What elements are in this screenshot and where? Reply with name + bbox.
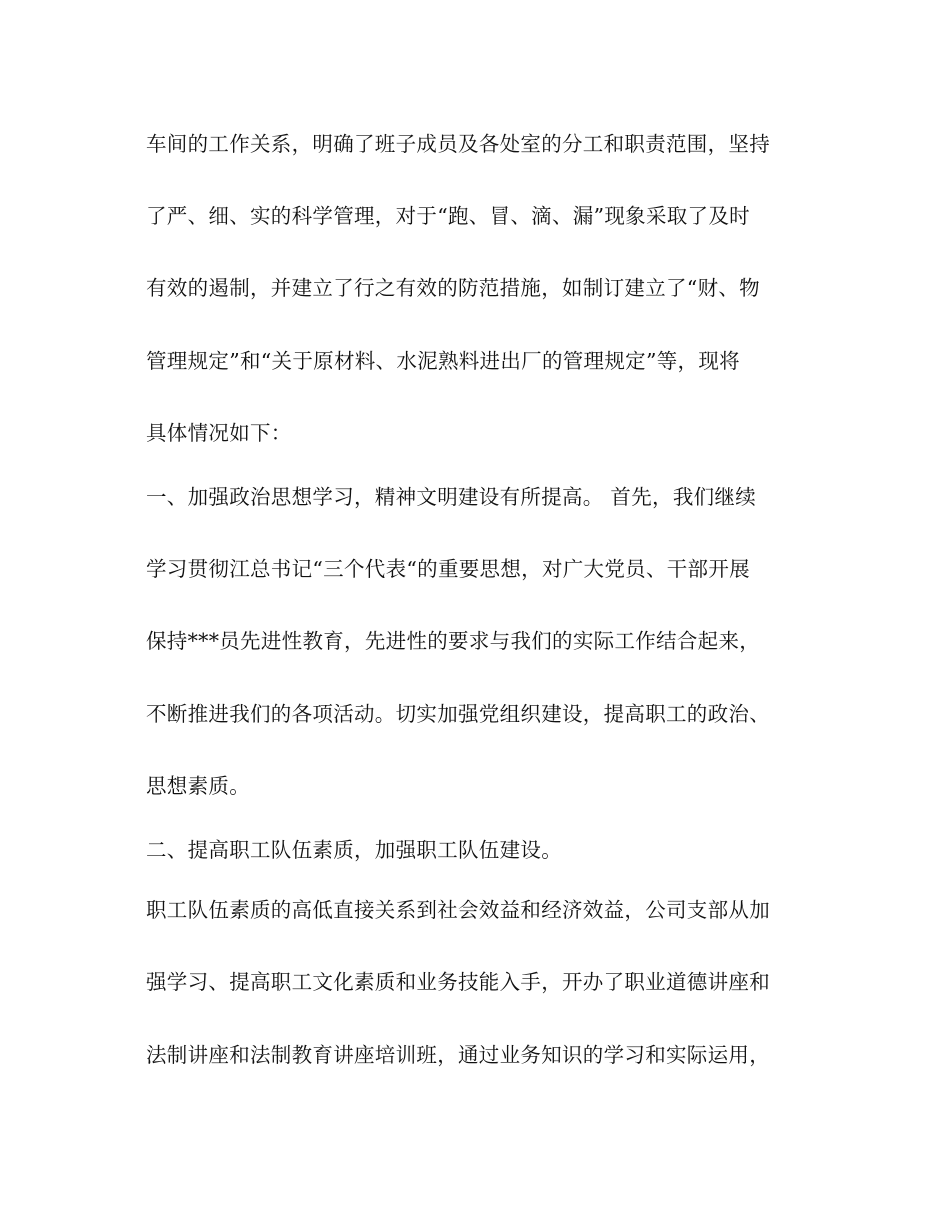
text-line: 了严、细、实的科学管理，对于“跑、冒、滴、漏”现象采取了及时 bbox=[146, 204, 750, 228]
section-heading-2: 二、提高职工队伍素质，加强职工队伍建设。 bbox=[146, 838, 562, 862]
text-line: 思想素质。 bbox=[146, 774, 250, 798]
text-line: 不断推进我们的各项活动。切实加强党组织建设，提高职工的政治、 bbox=[146, 702, 770, 726]
text-line: 有效的遏制，并建立了行之有效的防范措施，如制订建立了“财、物 bbox=[146, 276, 760, 300]
text-line: 职工队伍素质的高低直接关系到社会效益和经济效益，公司支部从加 bbox=[146, 898, 770, 922]
text-line: 法制讲座和法制教育讲座培训班，通过业务知识的学习和实际运用， bbox=[146, 1043, 770, 1067]
text-line: 保持***员先进性教育，先进性的要求与我们的实际工作结合起来， bbox=[146, 629, 761, 653]
text-line: 车间的工作关系，明确了班子成员及各处室的分工和职责范围，坚持 bbox=[146, 132, 770, 156]
text-line: 具体情况如下： bbox=[146, 421, 292, 445]
text-line: 管理规定”和“关于原材料、水泥熟料进出厂的管理规定”等，现将 bbox=[146, 349, 740, 373]
text-line: 学习贯彻江总书记“三个代表“的重要思想，对广大党员、干部开展 bbox=[146, 557, 750, 581]
section-heading-1: 一、加强政治思想学习，精神文明建设有所提高。 首先，我们继续 bbox=[146, 485, 757, 509]
text-line: 强学习、提高职工文化素质和业务技能入手，开办了职业道德讲座和 bbox=[146, 970, 770, 994]
